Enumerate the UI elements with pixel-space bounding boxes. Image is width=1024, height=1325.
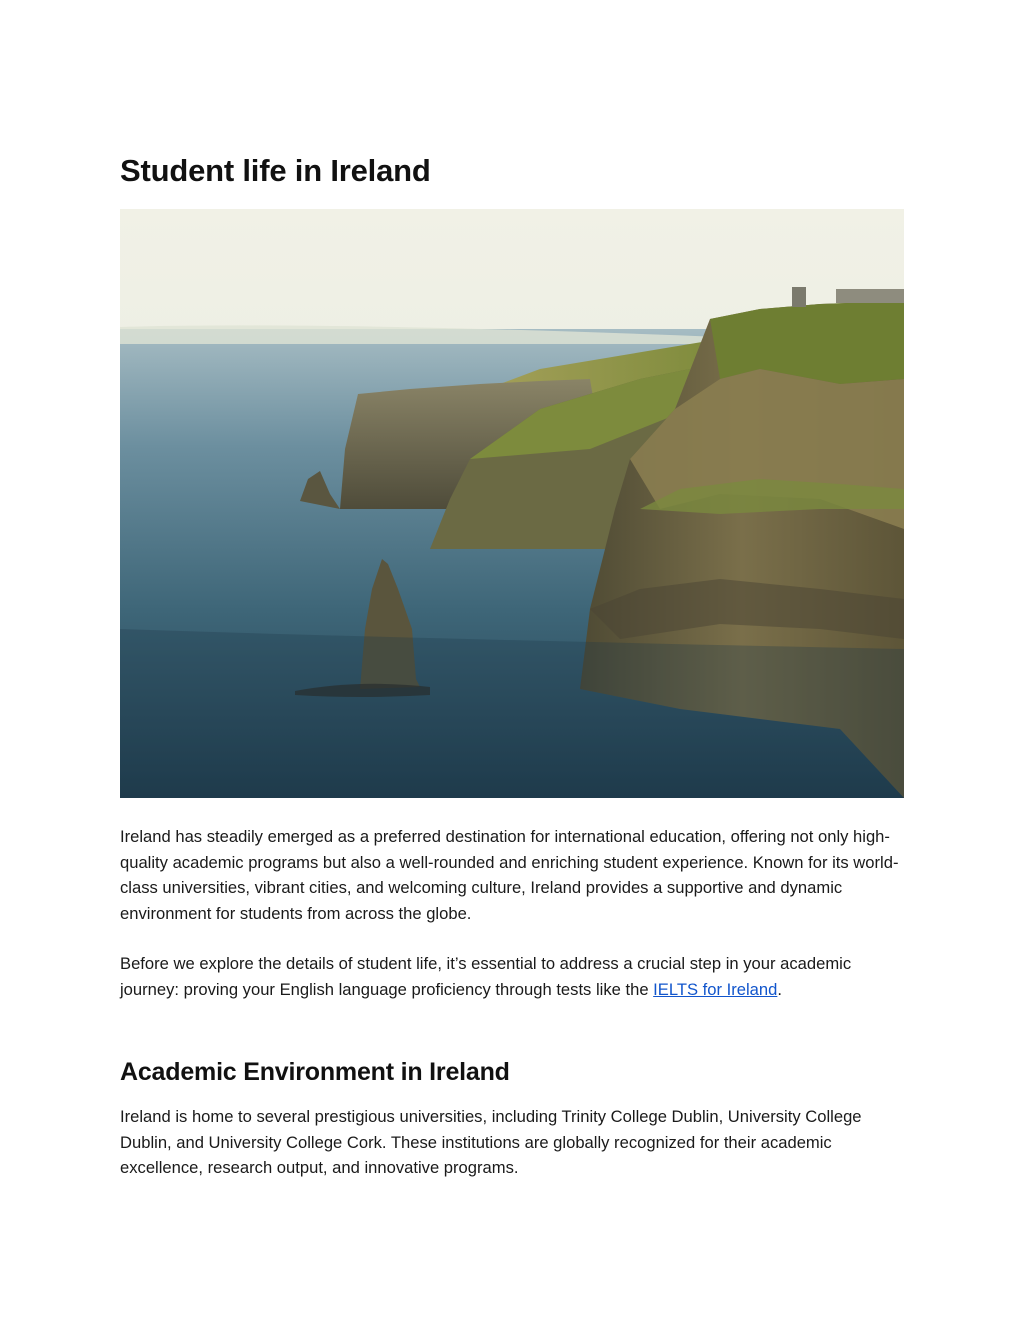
intro-paragraph: Ireland has steadily emerged as a preferred destination for international education, offering not only high-quality academic programs but also a well-rounded and enriching student experience. Known for its world-class universities, vibrant cities, and welcoming culture, Ireland provides a supportive and dynamic environment for students from across the globe.	[120, 827, 899, 923]
ielts-paragraph	[120, 951, 904, 1002]
section-paragraph: Ireland is home to several prestigious universities, including Trinity College Dublin, University College Dublin, and University College Cork. These institutions are globally recognized for their academic excellence, research output, and innovative programs.	[120, 1107, 862, 1177]
section-heading: Academic Environment in Ireland	[120, 1058, 510, 1086]
hero-image	[120, 209, 904, 798]
ielts-paragraph-period: .	[777, 979, 782, 999]
page-title: Student life in Ireland	[120, 153, 431, 188]
tower	[792, 287, 806, 307]
ielts-for-ireland-link[interactable]: IELTS for Ireland	[653, 979, 778, 999]
ielts-paragraph-text: Before we explore the details of student life, it’s essential to address a crucial step in your academic journey: proving your English language proficiency through tests like the	[120, 954, 852, 999]
